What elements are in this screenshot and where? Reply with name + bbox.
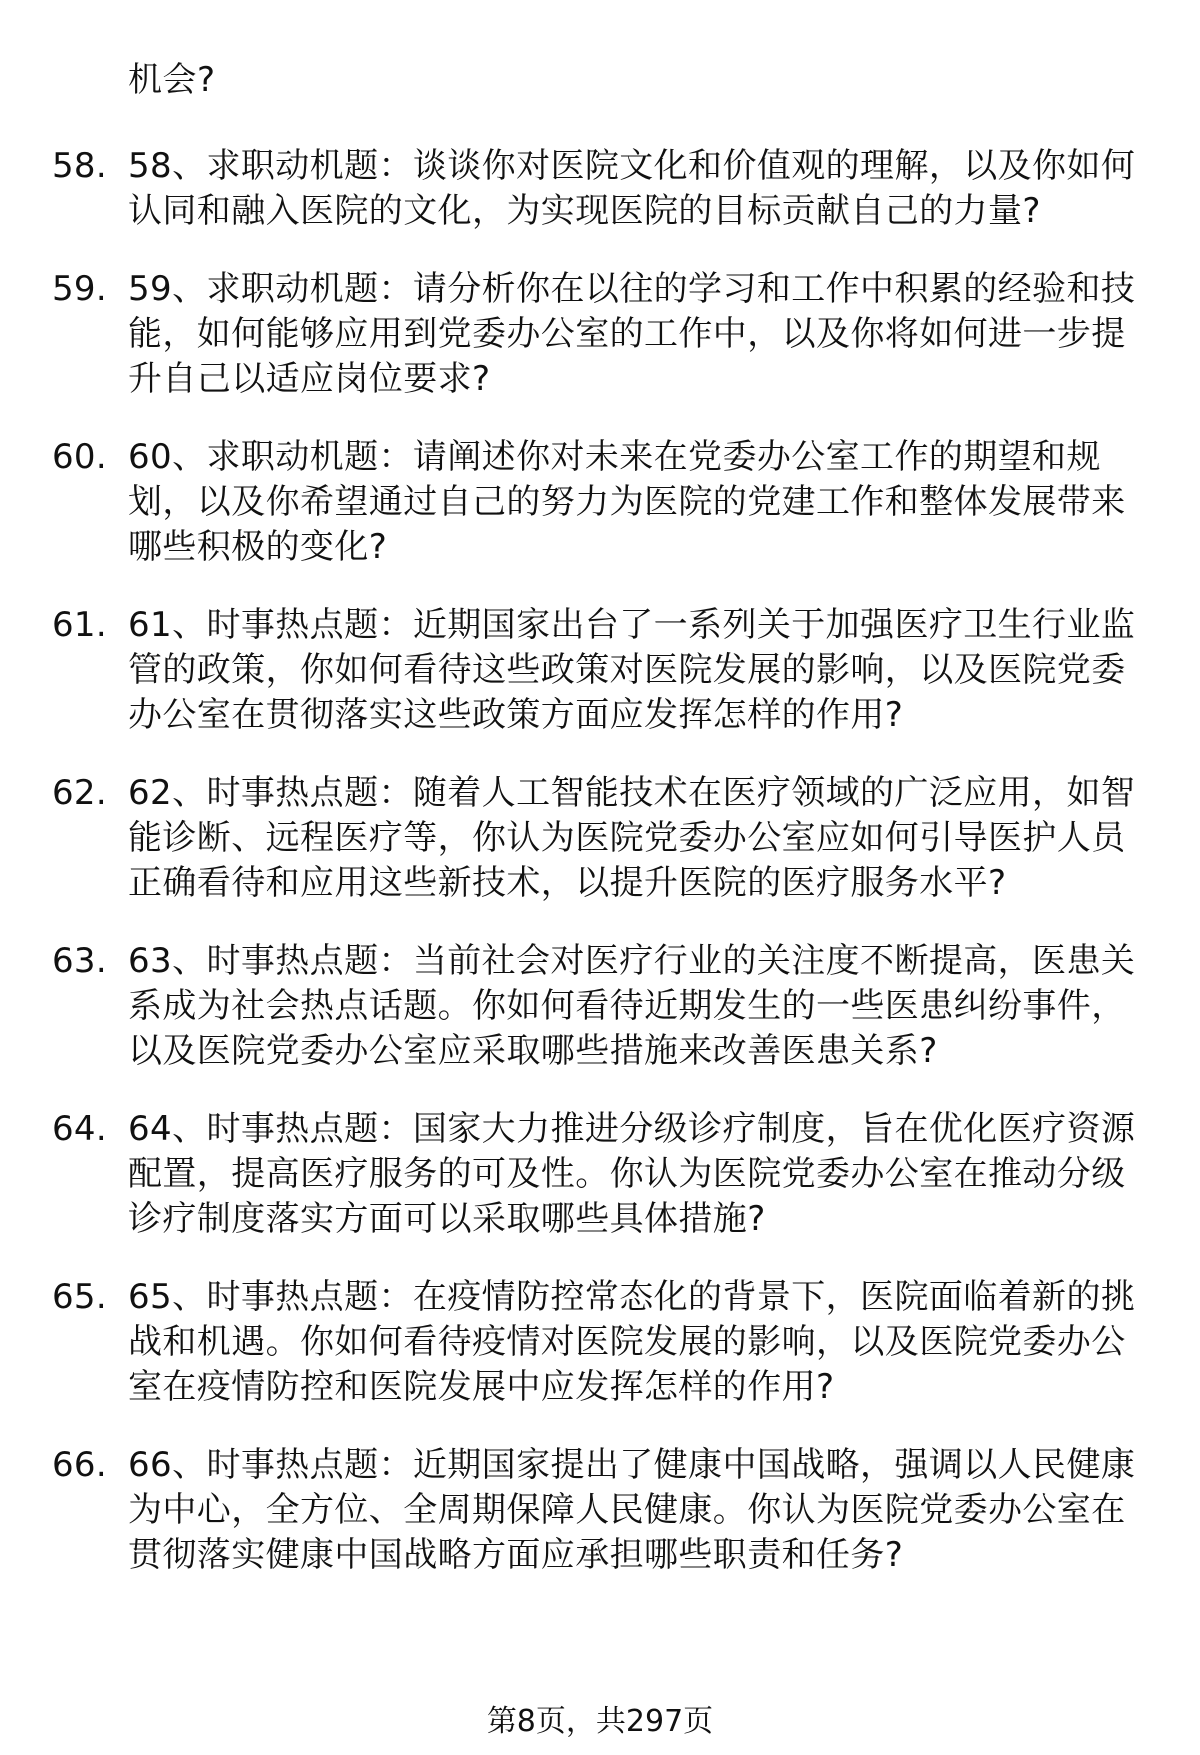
question-item (0, 771, 1200, 906)
question-number: 58. (52, 146, 107, 186)
page-footer: 第8页，共297页 (486, 1704, 714, 1739)
question-number: 61. (52, 605, 107, 645)
question-number: 66. (52, 1445, 107, 1485)
question-number: 60. (52, 437, 107, 477)
question-text: 65、时事热点题：在疫情防控常态化的背景下，医院面临着新的挑战和机遇。你如何看待疫情对医院发展的影响，以及医院党委办公室在疫情防控和医院发展中应发挥怎样的作用? (128, 1277, 1136, 1407)
question-number: 59. (52, 269, 107, 309)
continued-question-text: 机会? (128, 60, 216, 100)
question-text: 63、时事热点题：当前社会对医疗行业的关注度不断提高，医患关系成为社会热点话题。你如何看待近期发生的一些医患纠纷事件，以及医院党委办公室应采取哪些措施来改善医患关系? (128, 941, 1136, 1071)
question-text: 62、时事热点题：随着人工智能技术在医疗领域的广泛应用，如智能诊断、远程医疗等，你认为医院党委办公室应如何引导医护人员正确看待和应用这些新技术，以提升医院的医疗服务水平? (128, 773, 1136, 903)
question-text: 66、时事热点题：近期国家提出了健康中国战略，强调以人民健康为中心，全方位、全周期保障人民健康。你认为医院党委办公室在贯彻落实健康中国战略方面应承担哪些职责和任务? (128, 1445, 1136, 1575)
question-number: 63. (52, 941, 107, 981)
question-item (0, 1275, 1200, 1410)
question-item (0, 1107, 1200, 1242)
question-item (0, 267, 1200, 402)
question-item (0, 939, 1200, 1074)
question-text: 60、求职动机题：请阐述你对未来在党委办公室工作的期望和规划，以及你希望通过自己的努力为医院的党建工作和整体发展带来哪些积极的变化? (128, 437, 1126, 567)
question-item (0, 603, 1200, 738)
question-text: 58、求职动机题：谈谈你对医院文化和价值观的理解，以及你如何认同和融入医院的文化，为实现医院的目标贡献自己的力量? (128, 146, 1136, 231)
question-text: 64、时事热点题：国家大力推进分级诊疗制度，旨在优化医疗资源配置，提高医疗服务的可及性。你认为医院党委办公室在推动分级诊疗制度落实方面可以采取哪些具体措施? (128, 1109, 1136, 1239)
question-item (0, 144, 1200, 234)
question-list (0, 144, 1200, 1611)
question-text: 59、求职动机题：请分析你在以往的学习和工作中积累的经验和技能，如何能够应用到党委办公室的工作中，以及你将如何进一步提升自己以适应岗位要求? (128, 269, 1136, 399)
question-number: 64. (52, 1109, 107, 1149)
question-item (0, 435, 1200, 570)
question-item (0, 1443, 1200, 1578)
question-number: 62. (52, 773, 107, 813)
question-text: 61、时事热点题：近期国家出台了一系列关于加强医疗卫生行业监管的政策，你如何看待这些政策对医院发展的影响，以及医院党委办公室在贯彻落实这些政策方面应发挥怎样的作用? (128, 605, 1136, 735)
question-number: 65. (52, 1277, 107, 1317)
